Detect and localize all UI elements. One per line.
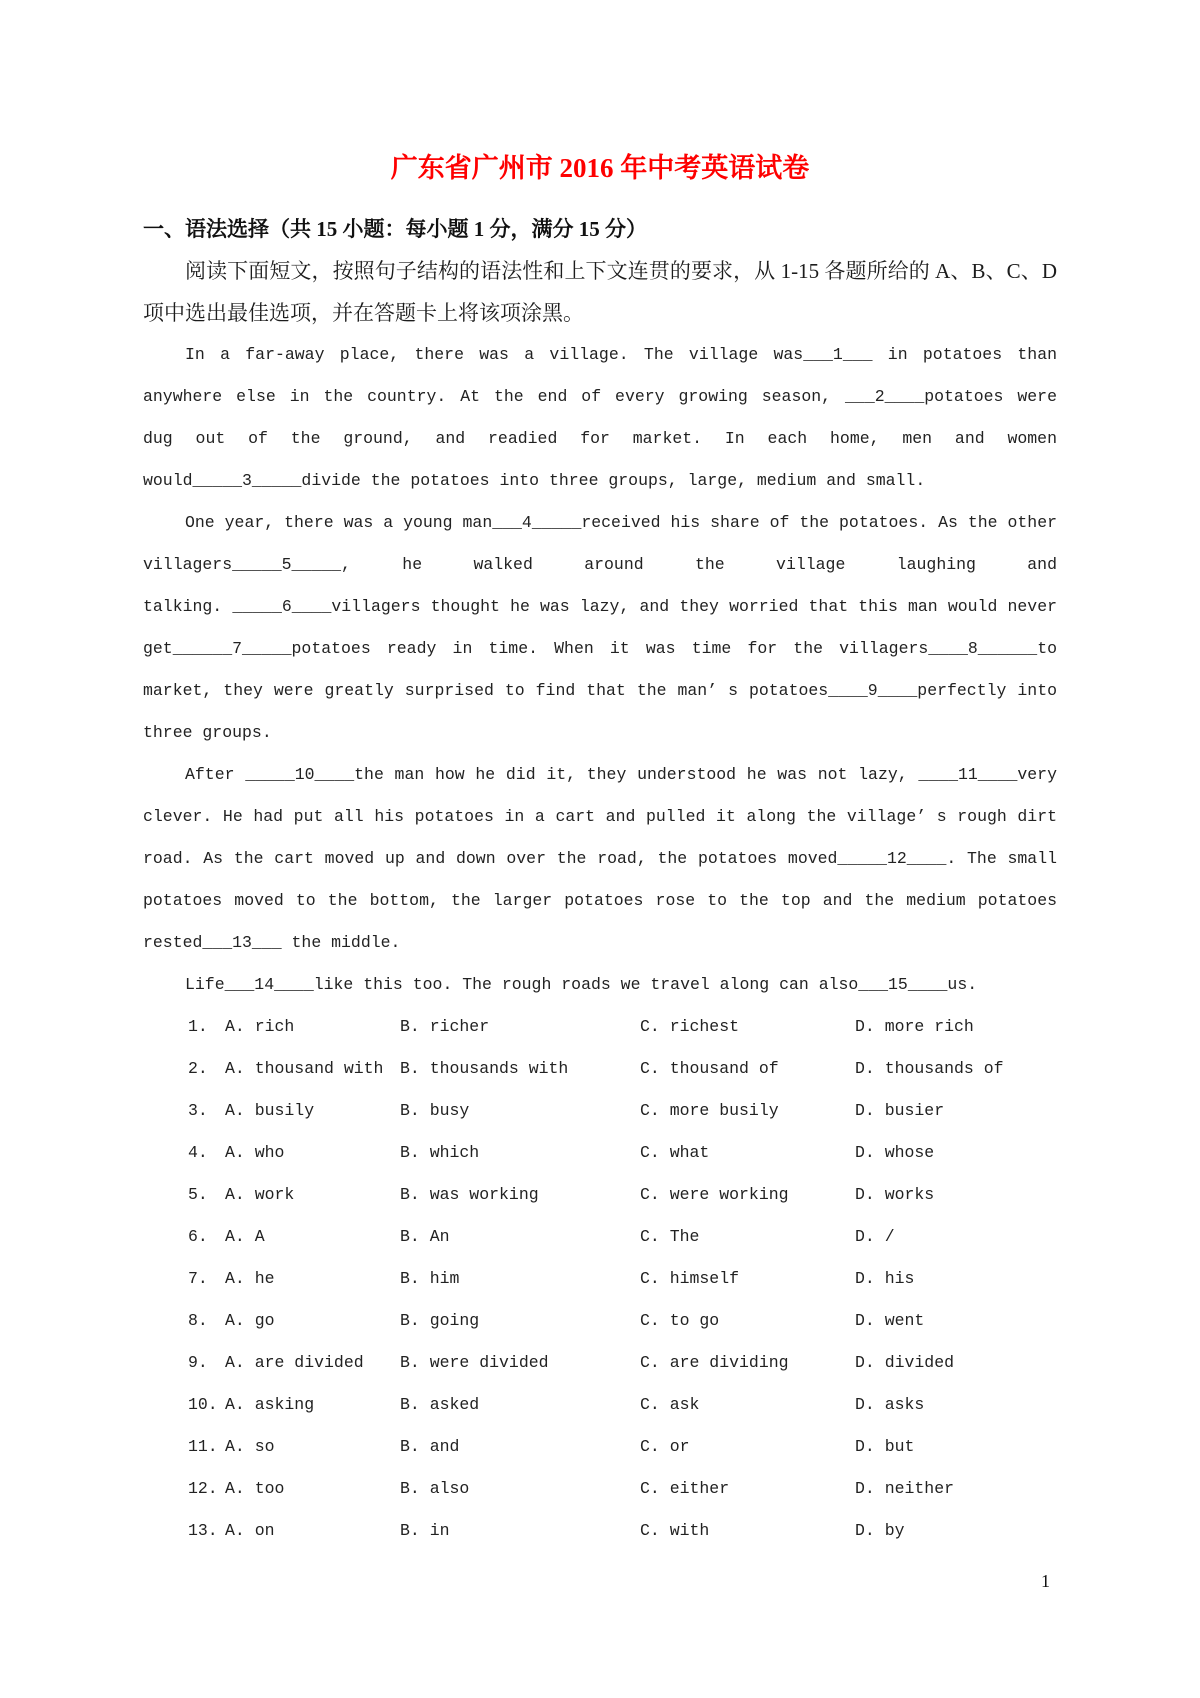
option-a: A. A — [225, 1227, 265, 1246]
option-c: C. thousand of — [640, 1059, 779, 1078]
page-title: 广东省广州市 2016 年中考英语试卷 — [390, 153, 810, 183]
option-c: C. or — [640, 1437, 690, 1456]
option-c: C. are dividing — [640, 1353, 789, 1372]
passage-line: dug out of the ground, and readied for market. In each home, men and women — [143, 429, 1057, 448]
page-number: 1 — [1041, 1571, 1050, 1591]
document-content — [143, 150, 1057, 1552]
passage-line: rested___13___ the middle. — [143, 933, 401, 952]
option-d: D. asks — [855, 1395, 925, 1414]
question-number: 8. — [188, 1311, 208, 1330]
question-row — [143, 1132, 1057, 1174]
option-d: D. but — [855, 1437, 915, 1456]
question-number: 13. — [188, 1521, 218, 1540]
option-b: B. which — [400, 1143, 480, 1162]
question-row — [143, 1510, 1057, 1552]
options-list — [143, 1006, 1057, 1552]
passage-line: would_____3_____divide the potatoes into three groups, large, medium and small. — [143, 471, 926, 490]
option-c: C. himself — [640, 1269, 740, 1288]
option-b: B. him — [400, 1269, 460, 1288]
passage-line: market, they were greatly surprised to find that the man’ s potatoes____9____perfectly into — [143, 681, 1057, 700]
option-c: C. what — [640, 1143, 710, 1162]
passage-line: One year, there was a young man___4_____received his share of the potatoes. As the other — [185, 513, 1057, 532]
option-b: B. richer — [400, 1017, 490, 1036]
question-number: 3. — [188, 1101, 208, 1120]
option-c: C. either — [640, 1479, 730, 1498]
option-c: C. ask — [640, 1395, 700, 1414]
option-d: D. whose — [855, 1143, 935, 1162]
question-row — [143, 1426, 1057, 1468]
option-b: B. thousands with — [400, 1059, 569, 1078]
option-b: B. asked — [400, 1395, 480, 1414]
passage-line: road. As the cart moved up and down over the road, the potatoes moved_____12____. The small — [143, 849, 1057, 868]
passage-line: After _____10____the man how he did it, they understood he was not lazy, ____11____very — [185, 765, 1057, 784]
option-d: D. his — [855, 1269, 915, 1288]
question-number: 9. — [188, 1353, 208, 1372]
option-a: A. rich — [225, 1017, 295, 1036]
passage-line: potatoes moved to the bottom, the larger potatoes rose to the top and the medium potatoes — [143, 891, 1057, 910]
cloze-passage — [143, 334, 1057, 1006]
question-row — [143, 1006, 1057, 1048]
question-row — [143, 1048, 1057, 1090]
option-b: B. was working — [400, 1185, 539, 1204]
question-row — [143, 1468, 1057, 1510]
question-row — [143, 1342, 1057, 1384]
passage-line: anywhere else in the country. At the end of every growing season, ___2____potatoes were — [143, 387, 1057, 406]
question-number: 5. — [188, 1185, 208, 1204]
option-b: B. were divided — [400, 1353, 549, 1372]
option-b: B. busy — [400, 1101, 470, 1120]
passage-line: talking. _____6____villagers thought he was lazy, and they worried that this man would never — [143, 597, 1057, 616]
question-row — [143, 1384, 1057, 1426]
question-row — [143, 1216, 1057, 1258]
question-row — [143, 1258, 1057, 1300]
option-c: C. were working — [640, 1185, 789, 1204]
option-d: D. by — [855, 1521, 905, 1540]
passage-line: clever. He had put all his potatoes in a cart and pulled it along the village’ s rough dirt — [143, 807, 1057, 826]
option-a: A. asking — [225, 1395, 315, 1414]
option-a: A. work — [225, 1185, 295, 1204]
question-number: 6. — [188, 1227, 208, 1246]
option-c: C. more busily — [640, 1101, 779, 1120]
option-a: A. who — [225, 1143, 285, 1162]
option-a: A. are divided — [225, 1353, 364, 1372]
option-b: B. and — [400, 1437, 460, 1456]
instructions-line-2: 项中选出最佳选项，并在答题卡上将该项涂黑。 — [143, 301, 584, 325]
question-number: 11. — [188, 1437, 218, 1456]
passage-line: In a far-away place, there was a village. The village was___1___ in potatoes than — [185, 345, 1057, 364]
option-d: D. thousands of — [855, 1059, 1004, 1078]
question-number: 7. — [188, 1269, 208, 1288]
option-d: D. / — [855, 1227, 895, 1246]
option-b: B. also — [400, 1479, 470, 1498]
section-heading: 一、语法选择（共 15 小题：每小题 1 分，满分 15 分） — [143, 217, 647, 241]
option-a: A. busily — [225, 1101, 315, 1120]
option-d: D. divided — [855, 1353, 955, 1372]
option-a: A. so — [225, 1437, 275, 1456]
option-d: D. went — [855, 1311, 925, 1330]
question-number: 12. — [188, 1479, 218, 1498]
instructions-line-1: 阅读下面短文，按照句子结构的语法性和上下文连贯的要求，从 1-15 各题所给的 A、B、C、D — [185, 259, 1057, 283]
option-b: B. in — [400, 1521, 450, 1540]
option-a: A. go — [225, 1311, 275, 1330]
passage-line: Life___14____like this too. The rough roads we travel along can also___15____us. — [185, 975, 978, 994]
option-b: B. going — [400, 1311, 480, 1330]
option-c: C. with — [640, 1521, 710, 1540]
option-b: B. An — [400, 1227, 450, 1246]
question-number: 10. — [188, 1395, 218, 1414]
option-a: A. too — [225, 1479, 285, 1498]
passage-line: get______7_____potatoes ready in time. When it was time for the villagers____8______to — [143, 639, 1057, 658]
option-a: A. he — [225, 1269, 275, 1288]
question-row — [143, 1090, 1057, 1132]
question-number: 4. — [188, 1143, 208, 1162]
passage-line: three groups. — [143, 723, 272, 742]
passage-line: villagers_____5_____, he walked around the village laughing and — [143, 555, 1057, 574]
question-row — [143, 1174, 1057, 1216]
option-a: A. thousand with — [225, 1059, 384, 1078]
option-d: D. neither — [855, 1479, 955, 1498]
question-number: 2. — [188, 1059, 208, 1078]
option-c: C. richest — [640, 1017, 740, 1036]
question-row — [143, 1300, 1057, 1342]
option-d: D. busier — [855, 1101, 945, 1120]
option-d: D. works — [855, 1185, 935, 1204]
option-c: C. The — [640, 1227, 700, 1246]
option-c: C. to go — [640, 1311, 720, 1330]
question-number: 1. — [188, 1017, 208, 1036]
option-d: D. more rich — [855, 1017, 974, 1036]
option-a: A. on — [225, 1521, 275, 1540]
